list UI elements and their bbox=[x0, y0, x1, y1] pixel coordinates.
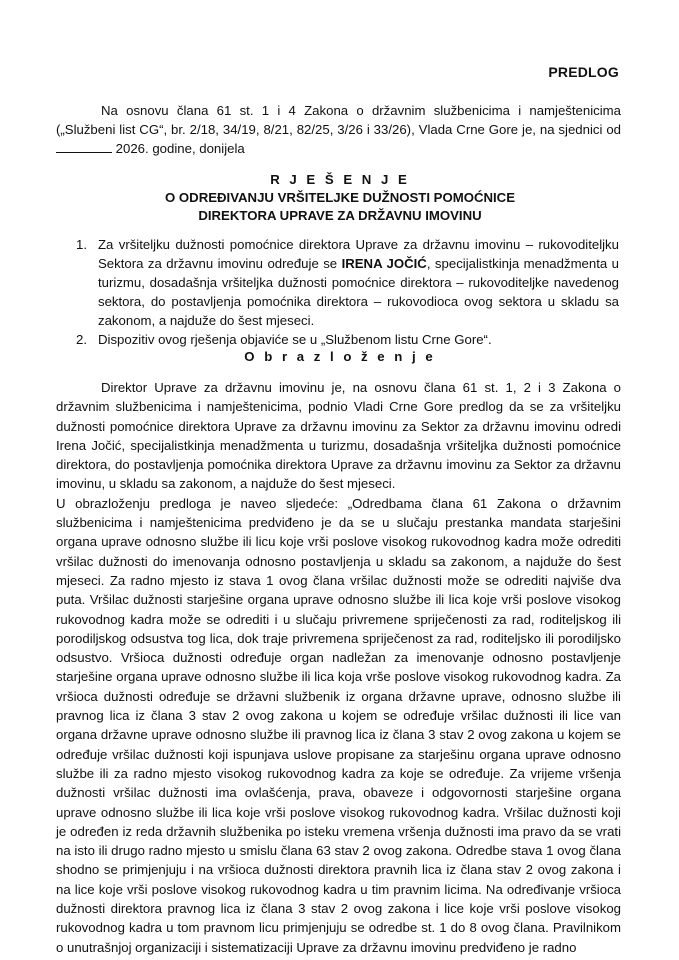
intro-paragraph bbox=[56, 101, 621, 158]
explanation-paragraph: U obrazloženju predloga je naveo sljedeće: „Odredbama člana 61 Zakona o državnim službenicima i namještenicima predviđeno je da se u slučaju prestanka mandata starješini organa uprave odnosno službe ili licu koje vrši poslove visokog rukovodnog kadra može odrediti vršilac dužnosti do imenovanja odnosno postavljenja u skladu sa zakonom, a najduže do šest mjeseci. Za radno mjesto iz stava 1 ovog člana vršilac dužnosti može se odrediti najviše dva puta. Vršilac dužnosti starješine organa uprave odnosno službe ili lica koje vrši poslove visokog rukovodnog kadra može se odrediti i u slučaju privremene spriječenosti za rad, roditeljskog ili porodiljskog odsustva tog lica, dok traje privremena spriječenost za rad, roditeljsko ili porodiljsko odsustvo. Vršioca dužnosti određuje organ nadležan za imenovanje odnosno postavljenje starješine organa uprave odnosno službe ili lica koja vrše poslove visokog rukovodnog kadra. Za vršioca dužnosti određuje se državni službenik iz organa državne uprave, odnosno službe ili pravnog lica iz člana 3 stav 2 ovog zakona u kojem se određuje vršilac dužnosti ili lice van organa državne uprave odnosno službe ili pravnog lica iz člana 3 stav 2 ovog zakona u kojem se određuje vršilac dužnosti koji ispunjava uslove propisane za starješinu organa uprave odnosno službe ili za radno mjesto visokog rukovodnog kadra za koje se određuje. Za vrijeme vršenja dužnosti vršilac dužnosti ima ovlašćenja, prava, obaveze i odgovornosti starješine organa uprave odnosno službe ili lica koje vrši poslove visokog rukovodnog kadra. Vršilac dužnosti koji je određen iz reda državnih službenika po isteku vremena vršenja dužnosti ima pravo da se vrati na isto ili drugo radno mjesto u smislu člana 63 stav 2 ovog zakona. Odredbe stava 1 ovog člana shodno se primjenjuju i na vršioca dužnosti direktora pravnih lica iz člana stav 2 ovog zakona i na lice koje vrši poslove visokog rukovodnog kadra u tim pravnim licima. Na određivanje vršioca dužnosti direktora pravnog lica iz člana 3 stav 2 ovog zakona i lice koje vrši poslove visokog rukovodnog kadra u tom pravnom licu primjenjuju se odredbe st. 1 do 8 ovog člana. Pravilnikom o unutrašnjoj organizaciji i sistematizaciji Uprave za državnu imovinu predviđeno je radno bbox=[56, 495, 621, 955]
explanation-body bbox=[56, 378, 621, 957]
date-blank-line bbox=[56, 140, 112, 153]
list-item-text bbox=[98, 235, 621, 330]
decision-subtitle-line2: DIREKTORA UPRAVE ZA DRŽAVNU IMOVINU bbox=[198, 208, 482, 223]
decision-subtitle-line1: O ODREĐIVANJU VRŠITELJKE DUŽNOSTI POMOĆNICE bbox=[165, 190, 515, 205]
list-item-text-before: Za vršiteljku dužnosti pomoćnice direktora Uprave za državnu imovinu – rukovoditeljku Sektora za državnu imovinu određuje se bbox=[98, 237, 619, 271]
list-item-text: Dispozitiv ovog rješenja objaviće se u „Službenom listu Crne Gore“. bbox=[98, 332, 492, 347]
intro-text-part1: Na osnovu člana 61 st. 1 i 4 Zakona o državnim službenicima i namještenicima („Službeni list CG“, br. 2/18, 34/19, 8/21, 82/25, 3/26 i 33/26), Vlada Crne Gore je, na sjednici od bbox=[56, 103, 621, 137]
list-item bbox=[56, 330, 621, 349]
list-item-number: 2. bbox=[76, 332, 87, 347]
decision-title: R J E Š E N J E bbox=[270, 172, 410, 187]
list-item bbox=[56, 235, 621, 330]
list-item-number: 1. bbox=[76, 237, 87, 252]
list-item-text-after: , specijalistkinja menadžmenta u turizmu, dosadašnja vršiteljka dužnosti pomoćnice direktora – rukovoditeljke navedenog sektora, do postavljenja pomoćnika direktora – rukovodioca ovog sektora u skladu sa zakonom, a najduže do šest mjeseci. bbox=[98, 256, 619, 328]
decision-title-block bbox=[40, 171, 640, 225]
explanation-paragraph: Direktor Uprave za državnu imovinu je, na osnovu člana 61 st. 1, 2 i 3 Zakona o državnim službenicima i namještenicima, podnio Vladi Crne Gore predlog da se za vršiteljku dužnosti pomoćnice direktora Uprave za državnu imovinu za Sektor za državnu imovinu odredi Irena Jočić, specijalistkinja menadžmenta u turizmu, dosadašnja vršiteljka dužnosti pomoćnice direktora, do postavljenja pomoćnika direktora Uprave za državnu imovinu za Sektor za državnu imovinu, u skladu sa zakonom, a najduže do šest mjeseci. bbox=[56, 380, 621, 492]
dispositive-list bbox=[56, 235, 621, 349]
document-status-label: PREDLOG bbox=[548, 64, 619, 80]
explanation-heading: O b r a z l o ž e n j e bbox=[244, 349, 436, 364]
intro-text-part2: 2026. godine, donijela bbox=[115, 141, 245, 156]
appointee-name: IRENA JOČIĆ bbox=[341, 256, 427, 271]
